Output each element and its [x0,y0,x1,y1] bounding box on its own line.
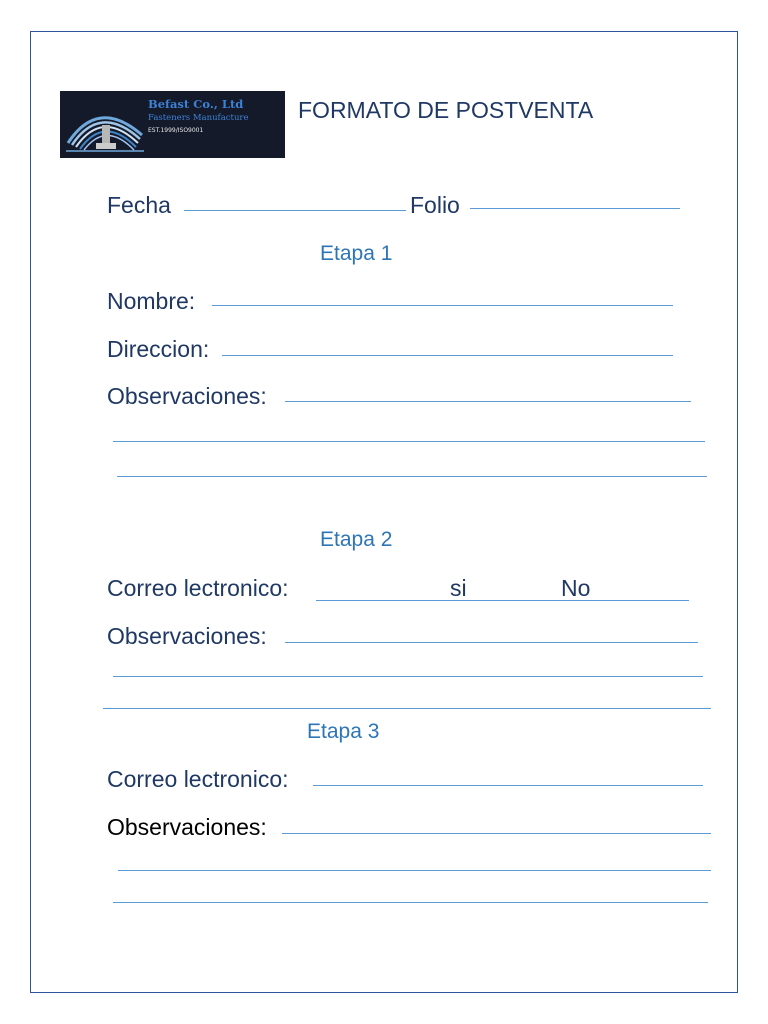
stage-2-email-line[interactable] [316,600,689,601]
stage-1-notes-label: Observaciones: [107,383,267,409]
stage-2-notes-label: Observaciones: [107,623,267,649]
stage-2-notes-line[interactable] [113,676,703,677]
page-title: FORMATO DE POSTVENTA [298,97,594,123]
stage-3-notes-line[interactable] [282,833,711,834]
stage-3-notes-line[interactable] [113,902,708,903]
logo-company-name: Befast Co., Ltd [148,97,244,111]
address-field-line[interactable] [222,355,673,356]
stage-1-notes-line[interactable] [113,441,705,442]
date-field-line[interactable] [184,210,406,211]
folio-label: Folio [410,192,460,218]
stage-3-notes-label: Observaciones: [107,814,267,840]
logo-subtitle: Fasteners Manufacture [148,113,249,123]
logo-est: EST.1999/ISO9001 [148,127,204,134]
address-label: Direccion: [107,336,210,362]
stage-3-email-label: Correo lectronico: [107,766,289,792]
yes-option[interactable]: si [450,575,467,601]
company-logo [60,91,285,158]
name-field-line[interactable] [212,305,673,306]
date-label: Fecha [107,192,171,218]
stage-1-notes-line[interactable] [285,401,691,402]
stage-3-notes-line[interactable] [118,870,711,871]
folio-field-line[interactable] [470,208,680,209]
no-option[interactable]: No [561,575,591,601]
name-label: Nombre: [107,288,196,314]
stage-1-notes-line[interactable] [117,476,707,477]
stage-2-notes-line[interactable] [285,642,698,643]
stage-2-notes-line[interactable] [103,708,711,709]
stage-3-heading: Etapa 3 [307,720,380,743]
stage-2-heading: Etapa 2 [320,528,393,551]
stage-3-email-line[interactable] [313,785,703,786]
stage-1-heading: Etapa 1 [320,242,393,265]
page-border [30,31,738,993]
stage-2-email-label: Correo lectronico: [107,575,289,601]
bridge-logo-icon [62,95,148,155]
